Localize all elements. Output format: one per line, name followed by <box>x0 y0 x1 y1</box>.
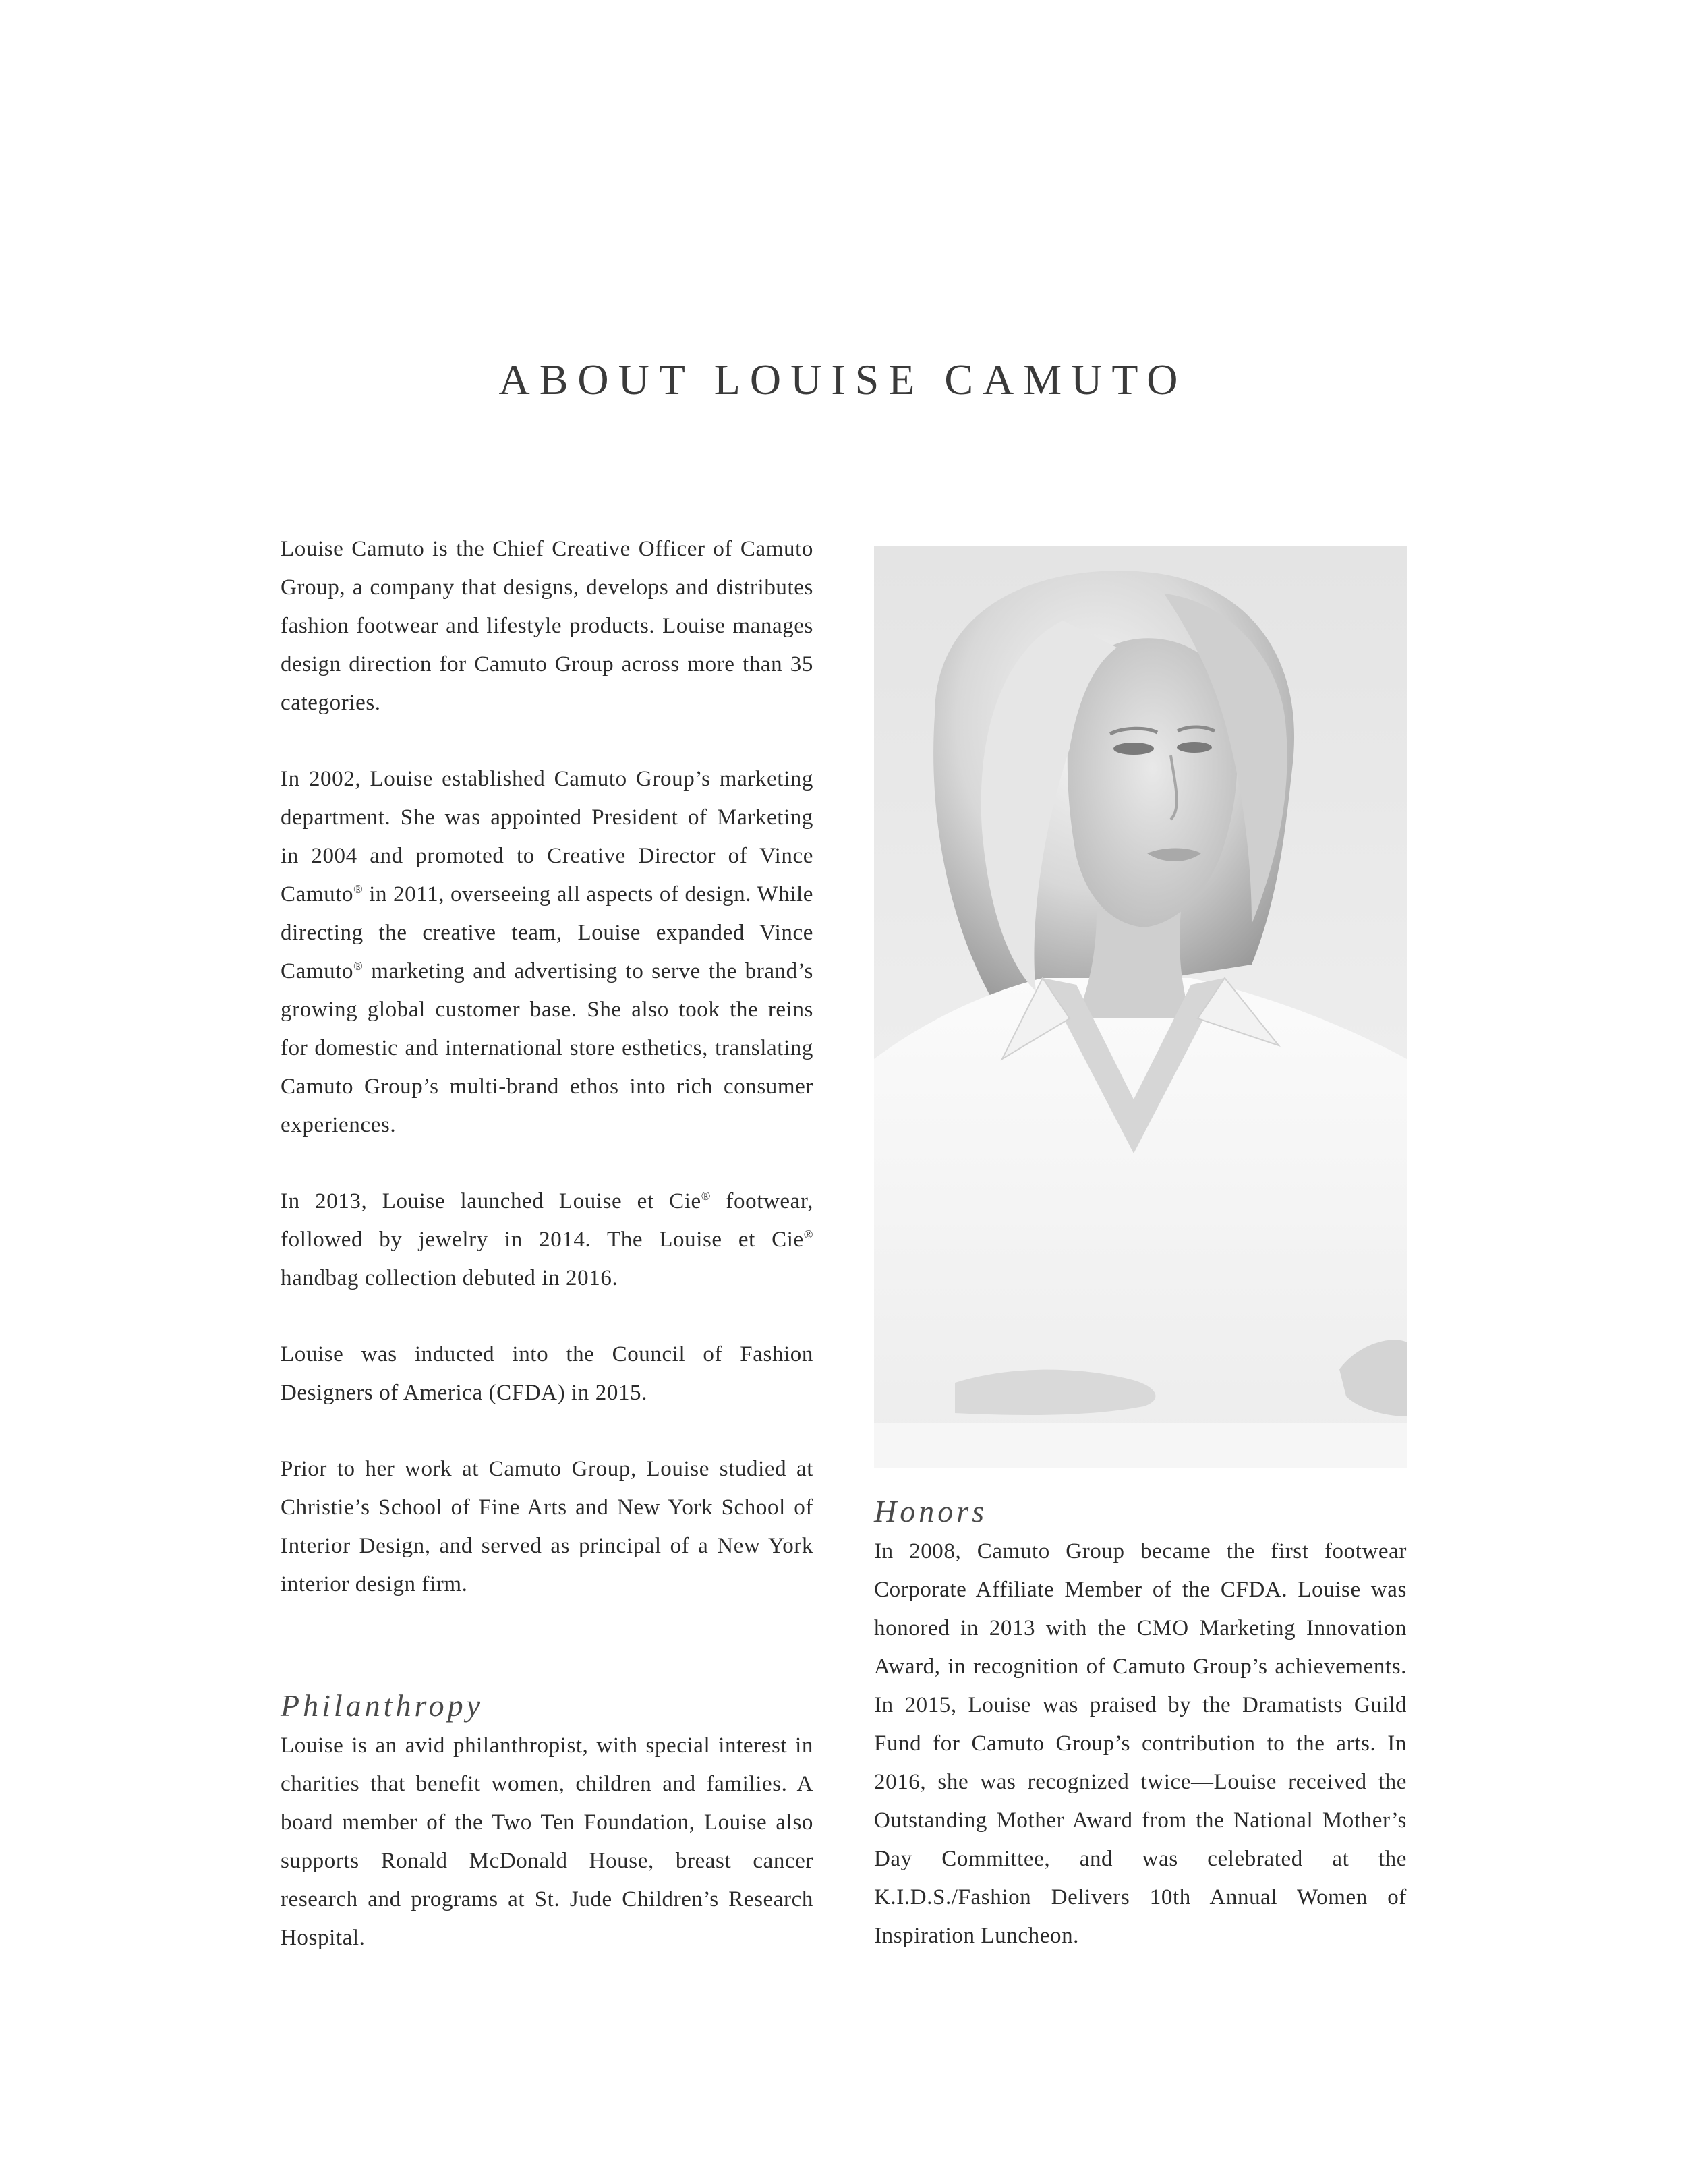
bio-column <box>281 530 813 1642</box>
bio-paragraph-3 <box>281 1182 813 1298</box>
bio-paragraph-4: Louise was inducted into the Council of Fashion Designers of America (CFDA) in 2015. <box>281 1342 813 1405</box>
registered-mark: ® <box>701 1189 711 1203</box>
philanthropy-heading: Philanthropy <box>281 1688 484 1723</box>
registered-mark: ® <box>353 959 364 973</box>
registered-mark: ® <box>353 882 364 896</box>
bio-paragraph-2-text: marketing and advertising to serve the brand’s growing global customer base. She also took the reins for domestic and international store esthetics, translating Camuto Group’s multi-brand ethos into rich consumer experiences. <box>281 959 813 1137</box>
bio-paragraph-2-text: In 2002, Louise established Camuto Group’s marketing department. She was appointed President of Marketing in 2004 and promoted to Creative Director of Vince Camuto <box>281 767 813 907</box>
honors-section <box>874 1491 1407 1955</box>
philanthropy-body: Louise is an avid philanthropist, with special interest in charities that benefit women, children and families. A board member of the Two Ten Foundation, Louise also supports Ronald McDonald House, breast cancer research and programs at St. Jude Children’s Research Hospital. <box>281 1733 813 1950</box>
philanthropy-section <box>281 1685 813 1957</box>
bio-paragraph-1: Louise Camuto is the Chief Creative Officer of Camuto Group, a company that designs, develops and distributes fashion footwear and lifestyle products. Louise manages design direction for Camuto Group across more than 35 categories. <box>281 537 813 715</box>
page-title: ABOUT LOUISE CAMUTO <box>498 355 1188 403</box>
honors-heading: Honors <box>874 1494 988 1528</box>
bio-paragraph-3-text: In 2013, Louise launched Louise et Cie <box>281 1189 701 1213</box>
registered-mark: ® <box>803 1228 813 1241</box>
honors-body: In 2008, Camuto Group became the first footwear Corporate Affiliate Member of the CFDA. Louise was honored in 2013 with the CMO Marketing Innovation Award, in recognition of Camuto Group’s achievements. In 2015, Louise was praised by the Dramatists Guild Fund for Camuto Group’s contribution to the arts. In 2016, she was recognized twice—Louise received the Outstanding Mother Award from the National Mother’s Day Committee, and was celebrated at the K.I.D.S./Fashion Delivers 10th Annual Women of Inspiration Luncheon. <box>874 1539 1407 1948</box>
portrait-photo <box>874 546 1407 1468</box>
bio-paragraph-3-text: footwear, followed by jewelry in 2014. The Louise et Cie <box>281 1189 814 1252</box>
bio-paragraph-2 <box>281 760 813 1145</box>
bio-paragraph-3-text: handbag collection debuted in 2016. <box>281 1266 618 1290</box>
bio-paragraph-5: Prior to her work at Camuto Group, Louise studied at Christie’s School of Fine Arts and New York School of Interior Design, and served as principal of a New York interior design firm. <box>281 1457 813 1597</box>
portrait-illustration <box>874 546 1407 1468</box>
bio-paragraph-2-text: in 2011, overseeing all aspects of design. While directing the creative team, Louise expanded Vince Camuto <box>281 882 813 983</box>
